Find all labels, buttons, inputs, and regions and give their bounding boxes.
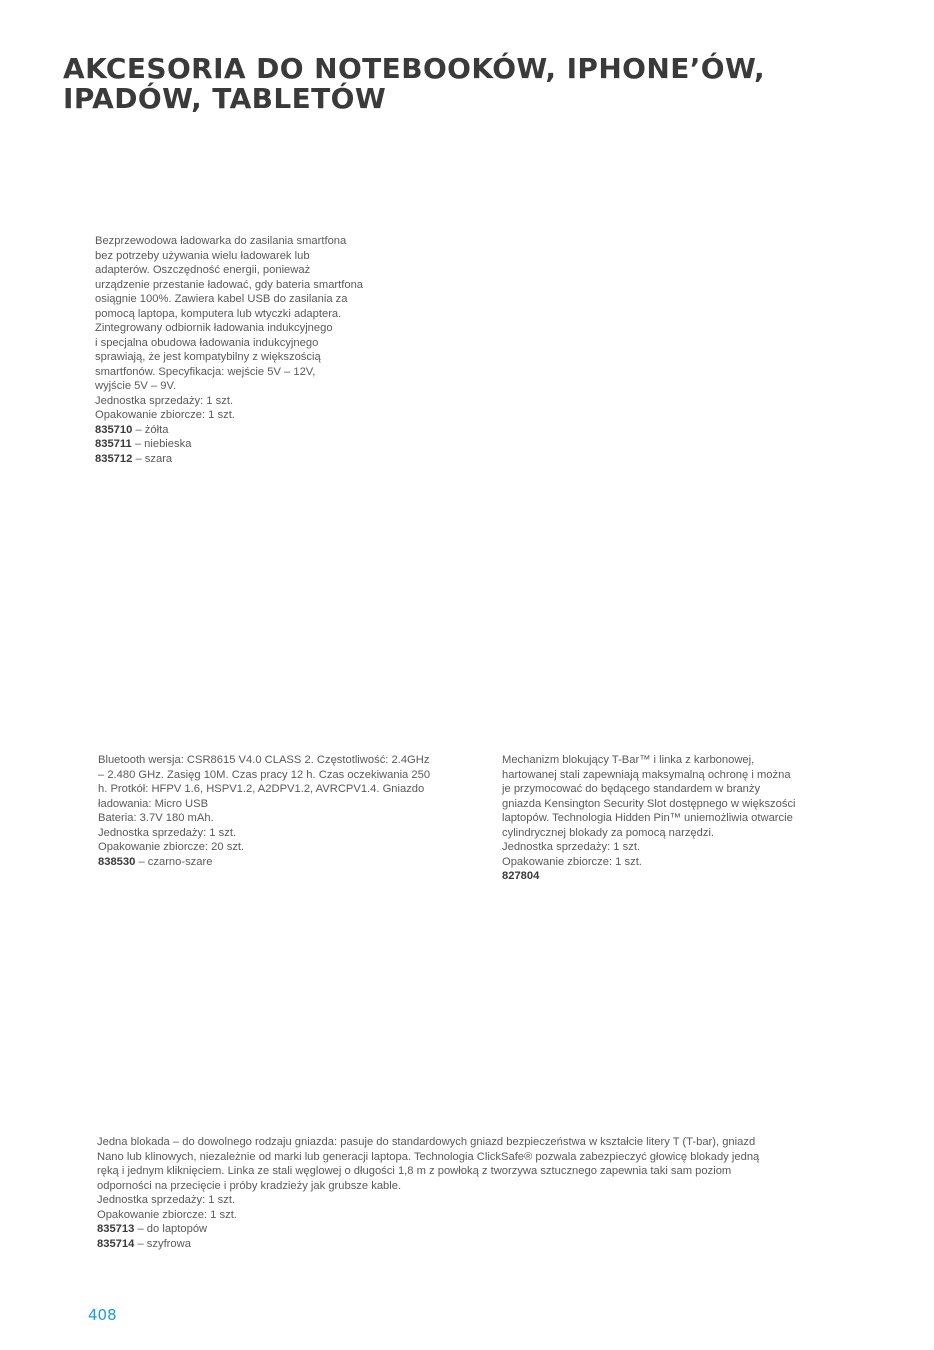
description-line: Opakowanie zbiorcze: 20 szt.: [98, 841, 245, 853]
product-code: 827804: [502, 870, 540, 882]
product-code: 835712: [95, 452, 133, 465]
description-line: Jednostka sprzedaży: 1 szt.: [98, 826, 237, 839]
description-line: ręką i jednym kliknięciem. Linka ze stali węglowej o długości 1,8 m z powłoką z tworzywa sztucznego zapewnia taki sam poziom: [97, 1165, 732, 1177]
description-line: cylindrycznej blokady za pomocą narzędzi.: [502, 826, 715, 839]
product-code: 835710: [95, 423, 133, 436]
product-code-row: [95, 452, 363, 467]
description-line: smartfonów. Specyfikacja: wejście 5V – 12V,: [95, 365, 316, 378]
product-variant: – czarno-szare: [135, 855, 213, 868]
description-line: Mechanizm blokujący T-Bar™ i linka z karbonowej,: [502, 754, 755, 766]
description-line: Jednostka sprzedaży: 1 szt.: [95, 394, 234, 407]
product-code: 838530: [98, 855, 136, 868]
description-line: Opakowanie zbiorcze: 1 szt.: [95, 409, 235, 421]
description-line: Jednostka sprzedaży: 1 szt.: [97, 1194, 236, 1206]
description-line: hartowanej stali zapewniają maksymalną ochronę i można: [502, 768, 791, 781]
description-line: Zintegrowany odbiornik ładowania indukcyjnego: [95, 322, 333, 334]
description-line: Bluetooth wersja: CSR8615 V4.0 CLASS 2. Częstotliwość: 2.4GHz: [98, 754, 430, 766]
product-code: 835714: [97, 1237, 135, 1250]
product-description-t-bar-lock: [502, 753, 796, 884]
description-line: wyjście 5V – 9V.: [95, 380, 177, 392]
product-description-bluetooth: [98, 753, 430, 869]
product-code-row: [502, 869, 796, 884]
description-line: urządzenie przestanie ładować, gdy bateria smartfona: [95, 278, 364, 291]
description-line: ładowania: Micro USB: [98, 797, 209, 810]
description-line: laptopów. Technologia Hidden Pin™ uniemożliwia otwarcie: [502, 812, 793, 824]
description-line: Nano lub klinowych, niezależnie od marki lub generacji laptopa. Technologia ClickSafe® pozwala zabezpieczyć głowicę blokady jedną: [97, 1150, 760, 1163]
page-title-line: IPADÓW, TABLETÓW: [63, 82, 387, 115]
product-variant: – niebieska: [131, 438, 192, 450]
page-title-line: AKCESORIA DO NOTEBOOKÓW, IPHONE’ÓW,: [63, 52, 765, 85]
product-variant: – szara: [132, 452, 173, 465]
description-line: Opakowanie zbiorcze: 1 szt.: [97, 1208, 237, 1221]
product-code-row: [97, 1237, 759, 1252]
description-line: bez potrzeby używania wielu ładowarek lub: [95, 249, 310, 262]
description-line: – 2.480 GHz. Zasięg 10M. Czas pracy 12 h. Czas oczekiwania 250: [98, 768, 431, 781]
description-line: h. Protkół: HFPV 1.6, HSPV1.2, A2DPV1.2, AVRCPV1.4. Gniazdo: [98, 783, 425, 795]
product-code-row: [97, 1222, 759, 1237]
description-line: pomocą laptopa, komputera lub wtyczki adaptera.: [95, 307, 342, 320]
product-variant: – do laptopów: [134, 1223, 208, 1235]
description-line: odporności na przecięcie i próby kradzieży jak grubsze kable.: [97, 1179, 402, 1192]
description-line: Jedna blokada – do dowolnego rodzaju gniazda: pasuje do standardowych gniazd bezpieczeństwa w kształcie litery T (T-bar), gniazd: [97, 1136, 756, 1148]
product-variant: – żółta: [132, 423, 169, 436]
product-code: 835711: [95, 438, 132, 450]
description-line: Bezprzewodowa ładowarka do zasilania smartfona: [95, 235, 347, 247]
page-number: 408: [88, 1306, 117, 1324]
product-code-row: [98, 855, 430, 870]
product-code-row: [95, 437, 363, 452]
description-line: Bateria: 3.7V 180 mAh.: [98, 812, 214, 824]
product-code-row: [95, 423, 363, 438]
description-line: gniazda Kensington Security Slot dostępnego w większości: [502, 797, 796, 810]
description-line: Jednostka sprzedaży: 1 szt.: [502, 841, 641, 853]
description-line: Opakowanie zbiorcze: 1 szt.: [502, 855, 642, 868]
product-description-wireless-charger: [95, 234, 363, 466]
product-code: 835713: [97, 1223, 135, 1235]
page-title: [63, 54, 765, 114]
description-line: i specjalna obudowa ładowania indukcyjnego: [95, 336, 319, 349]
description-line: sprawiają, że jest kompatybilny z większością: [95, 351, 321, 363]
description-line: osiągnie 100%. Zawiera kabel USB do zasilania za: [95, 293, 348, 305]
description-line: je przymocować do będącego standardem w branży: [502, 783, 761, 795]
product-description-universal-lock: [97, 1135, 759, 1251]
product-variant: – szyfrowa: [134, 1237, 191, 1250]
description-line: adapterów. Oszczędność energii, ponieważ: [95, 264, 311, 276]
